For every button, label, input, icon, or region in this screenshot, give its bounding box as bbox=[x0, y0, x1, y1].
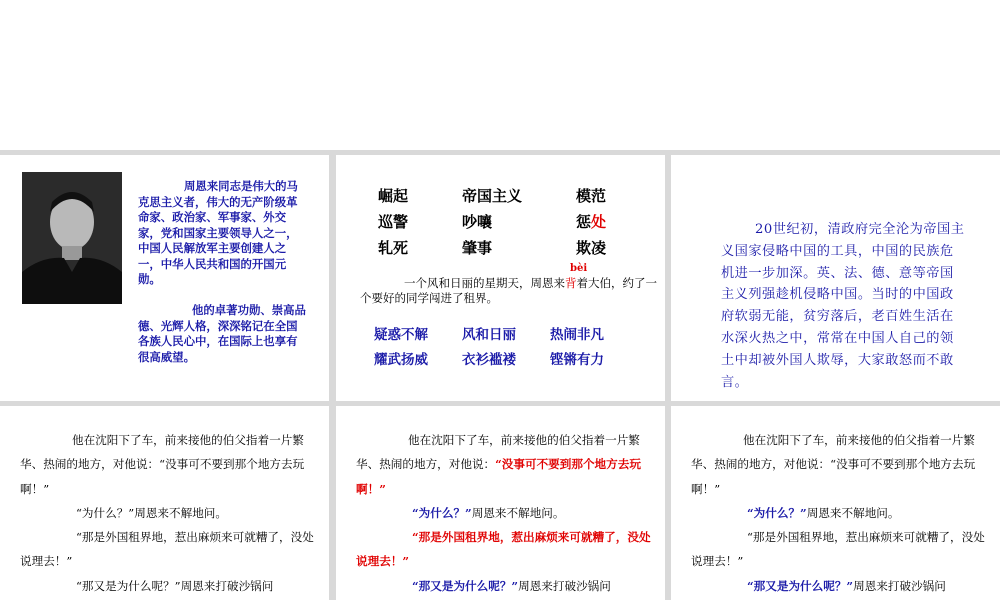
slide-story-blue-highlight[interactable] bbox=[671, 406, 1000, 606]
idiom-grid bbox=[374, 323, 654, 373]
story-paragraph: 他在沈阳下了车，前来接他的伯父指着一片繁华、热闹的地方，对他说：“没事可不要到那个地方去玩啊！” bbox=[691, 433, 976, 496]
story-paragraph bbox=[356, 525, 654, 574]
story-paragraph: “那是外国租界地，惹出麻烦来可就糟了，没处说理去！” bbox=[20, 530, 314, 569]
slide-zhou-enlai-intro[interactable] bbox=[0, 155, 329, 401]
word: 肇事 bbox=[462, 239, 493, 257]
story-text bbox=[691, 428, 989, 598]
word-row bbox=[378, 237, 638, 263]
word: 吵嚷 bbox=[462, 213, 493, 231]
word: 模范 bbox=[576, 187, 607, 205]
idiom-row bbox=[374, 348, 654, 373]
story-paragraph: “那又是为什么呢？”周恩来打破沙锅问 bbox=[747, 578, 946, 593]
uncle-quote: “没事可不要到那个地方去玩啊！” bbox=[356, 457, 641, 496]
word: 帝国主义 bbox=[462, 187, 523, 205]
uncle-quote: “那是外国租界地，惹出麻烦来可就糟了，没处说理去！” bbox=[356, 530, 651, 569]
word: 轧死 bbox=[378, 239, 409, 257]
story-text bbox=[20, 428, 318, 598]
idiom: 热闹非凡 bbox=[550, 327, 604, 343]
idiom: 耀武扬威 bbox=[374, 352, 428, 368]
word: 欺凌 bbox=[576, 239, 607, 257]
zhou-quote: “那又是为什么呢？” bbox=[747, 578, 854, 593]
zhou-quote: “为什么？” bbox=[747, 505, 807, 520]
background-paragraph: 20世纪初，清政府完全沦为帝国主义国家侵略中国的工具，中国的民族危机进一步加深。英、法、德、意等帝国主义列强趁机侵略中国。当时的中国政府软弱无能，贫穷落后，老百姓生活在水深火热之中，常常在中国人自己的领土中却被外国人欺辱，大家敢怒而不敢言。 bbox=[721, 222, 965, 390]
idiom: 疑惑不解 bbox=[374, 327, 428, 343]
zhou-quote: “那又是为什么呢？” bbox=[412, 578, 519, 593]
story-paragraph: “为什么？”周恩来不解地问。 bbox=[747, 505, 900, 520]
slide-story-highlighted[interactable] bbox=[336, 406, 665, 606]
story-paragraph: “为什么？”周恩来不解地问。 bbox=[76, 505, 227, 520]
story-paragraph: “那是外国租界地，惹出麻烦来可就糟了，没处说理去！” bbox=[691, 530, 985, 569]
slide-story-plain[interactable] bbox=[0, 406, 329, 606]
word-with-highlight: 惩处 bbox=[576, 213, 607, 231]
idiom: 风和日丽 bbox=[462, 327, 516, 343]
story-paragraph: 他在沈阳下了车，前来接他的伯父指着一片繁华、热闹的地方，对他说：“没事可不要到那个地方去玩啊！” bbox=[20, 433, 305, 496]
word-row bbox=[378, 185, 638, 211]
word-row bbox=[378, 211, 638, 237]
slide-historical-background[interactable] bbox=[671, 155, 1000, 401]
slide-vocabulary[interactable] bbox=[336, 155, 665, 401]
story-paragraph: “那又是为什么呢？”周恩来打破沙锅问 bbox=[412, 578, 611, 593]
word-grid bbox=[378, 185, 638, 263]
highlighted-char: 背 bbox=[565, 276, 577, 290]
story-paragraph: 他在沈阳下了车，前来接他的伯父指着一片繁华、热闹的地方，对他说：“没事可不要到那个地方去玩啊！” bbox=[356, 433, 641, 496]
intro-paragraph-2: 他的卓著功勋、崇高品德、光辉人格，深深铭记在全国各族人民心中，在国际上也享有很高威望。 bbox=[138, 303, 306, 364]
story-paragraph: “那又是为什么呢？”周恩来打破沙锅问 bbox=[76, 578, 274, 593]
story-paragraph: “为什么？”周恩来不解地问。 bbox=[412, 505, 565, 520]
intro-paragraph-1: 周恩来同志是伟大的马克思主义者，伟大的无产阶级革命家、政治家、军事家、外交家，党和国家主要领导人之一，中国人民解放军主要创建人之一，中华人民共和国的开国元勋。 bbox=[138, 179, 298, 286]
portrait-photo bbox=[22, 172, 122, 304]
word: 崛起 bbox=[378, 187, 409, 205]
example-sentence: 一个风和日丽的星期天，周恩来背着大伯，约了一个要好的同学闯进了租界。 bbox=[360, 276, 657, 305]
idiom-row bbox=[374, 323, 654, 348]
highlighted-char: 处 bbox=[591, 213, 607, 231]
zhou-quote: “为什么？” bbox=[412, 505, 472, 520]
word: 巡警 bbox=[378, 213, 409, 231]
idiom: 衣衫褴褛 bbox=[462, 352, 516, 368]
pinyin-annotation: bèi bbox=[570, 263, 588, 274]
story-text bbox=[356, 428, 654, 598]
idiom: 铿锵有力 bbox=[550, 352, 604, 368]
